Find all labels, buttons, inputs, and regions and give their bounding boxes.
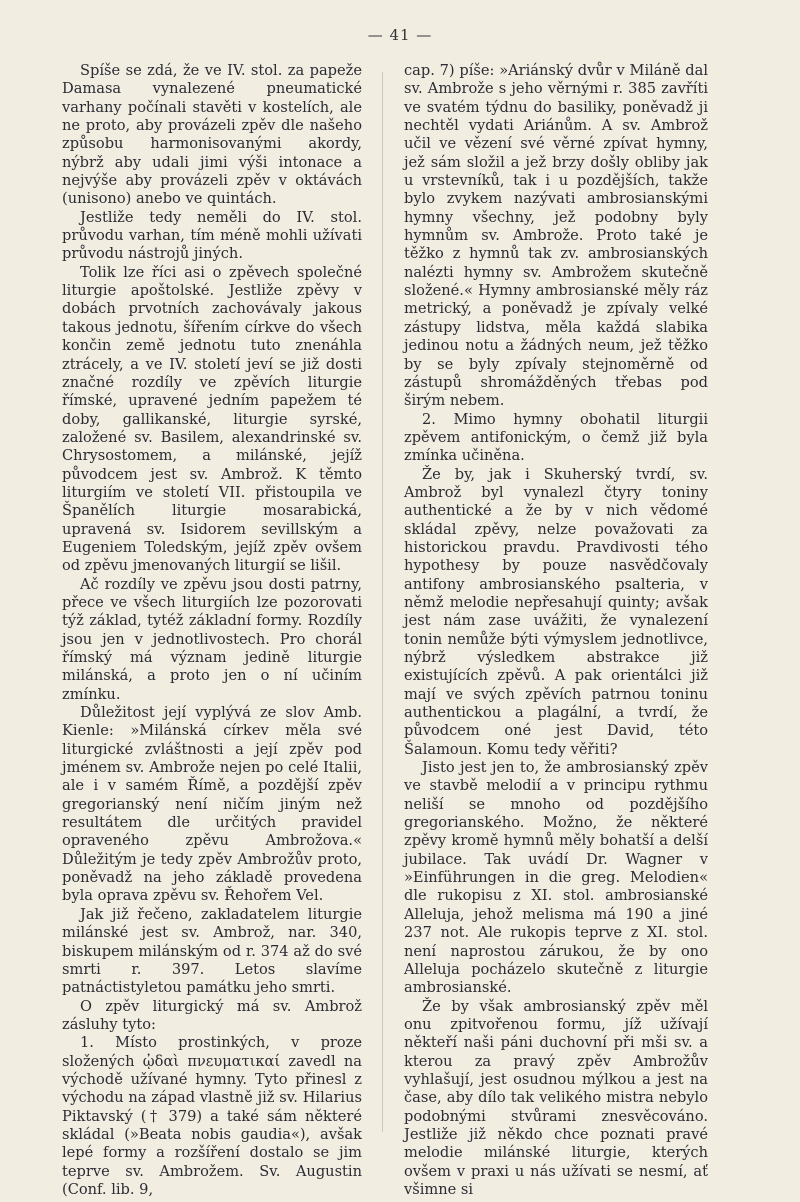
paragraph: 1. Místo prostinkých, v proze složených ᾠδαὶ πνευματικαί zavedl na východě užívané hymny. Tyto přinesl z východu na západ vlastně již sv. Hilarius Piktavský († 379) a také sám některé skládal (»Beata nobis gaudia«), avšak lepé formy a rozšíření dostalo se jim teprve sv. Ambrožem. Sv. Augustin (Conf. lib. 9, bbox=[62, 1034, 362, 1198]
paragraph: Jak již řečeno, zakladatelem liturgie milánské jest sv. Ambrož, nar. 340, biskupem milánským od r. 374 až do své smrti r. 397. Letos slavíme patnáctistyletou památku jeho smrti. bbox=[62, 905, 362, 997]
paragraph: Že by však ambrosianský zpěv měl onu zpitvořenou formu, jíž užívají někteří naši páni duchovní při mši sv. a kterou za pravý zpěv Ambrožův vyhlašují, jest osudnou mýlkou a jest na čase, aby dílo tak velikého mistra nebylo podobnými stvůrami znesvěcováno. Jestliže již někdo chce poznati pravé melodie milánské liturgie, kterých ovšem v praxi u nás užívati se nesmí, ať všimne si bbox=[404, 997, 708, 1198]
paragraph-continued: cap. 7) píše: »Ariánský dvůr v Miláně dal sv. Ambrože s jeho věrnými r. 385 zavříti ve svatém týdnu do basiliky, poněvadž ji nechtěl vydati Ariánům. A sv. Ambrož učil ve vězení své věrné zpívat hymny, jež sám složil a jež brzy došly obliby jak u vrstevníků, tak i u pozdějších, takže bylo zvykem nazývati ambrosianskými hymny všechny, jež podobny byly hymnům sv. Ambrože. Proto také je těžko z hymnů tak zv. ambrosianských nalézti hymny sv. Ambrožem skutečně složené.« Hymny ambrosianské měly ráz metrický, a poněvadž je zpívaly velké zástupy lidstva, měla každá slabika jedinou notu a žádných neum, jež těžko by se byly zpívaly stejnoměrně od zástupů shromážděných třebas pod širým nebem. bbox=[404, 62, 708, 410]
paragraph: Jestliže tedy neměli do IV. stol. průvodu varhan, tím méně mohli užívati průvodu nástrojů jiných. bbox=[62, 208, 362, 263]
page-number: — 41 — bbox=[367, 26, 433, 44]
paragraph: Spíše se zdá, že ve IV. stol. za papeže Damasa vynalezené pneumatické varhany počínali stavěti v kostelích, ale ne proto, aby provázeli zpěv dle našeho způsobu harmonisovanými akordy, nýbrž aby udali jimi výši intonace a nejvýše aby provázeli zpěv v oktávách (unisono) anebo ve quintách. bbox=[62, 62, 362, 208]
paragraph: Jisto jest jen to, že ambrosianský zpěv ve stavbě melodií a v principu rythmu neliší se mnoho od pozdějšího gregorianského. Možno, že některé zpěvy kromě hymnů měly bohatší a delší jubilace. Tak uvádí Dr. Wagner v »Einführungen in die greg. Melodien« dle rukopisu z XI. stol. ambrosianské Alleluja, jehož melisma má 190 a jiné 237 not. Ale rukopis teprve z XI. stol. není naprostou zárukou, že by ono Alleluja pocházelo skutečně z liturgie ambrosianské. bbox=[404, 759, 708, 997]
paragraph: 2. Mimo hymny obohatil liturgii zpěvem antifonickým, o čemž již byla zmínka učiněna. bbox=[404, 410, 708, 465]
paragraph: O zpěv liturgický má sv. Ambrož zásluhy tyto: bbox=[62, 997, 362, 1033]
right-column bbox=[404, 62, 708, 1198]
column-divider bbox=[382, 72, 383, 1132]
paragraph: Že by, jak i Skuherský tvrdí, sv. Ambrož byl vynalezl čtyry toniny authentické a že by v nich vědomé skládal zpěvy, nelze považovati za historickou pravdu. Pravdivosti tého hypothesy by pouze nasvědčovaly antifony ambrosianského psalteria, v němž melodie nepřesahují quinty; avšak jest nám zase uvážiti, že vynalezení tonin nemůže býti výmyslem jednotlivce, nýbrž výsledkem abstrakce již existujících zpěvů. A pak orientálci již mají ve svých zpěvích patrnou toninu authentickou a plagální, a tvrdí, že původcem oné jest David, této Šalamoun. Komu tedy věřiti? bbox=[404, 465, 708, 758]
left-column bbox=[62, 62, 362, 1198]
paragraph: Důležitost její vyplývá ze slov Amb. Kienle: »Milánská církev měla své liturgické zvláštnosti a její zpěv pod jménem sv. Ambrože nejen po celé Italii, ale i v samém Římě, a pozdější zpěv gregorianský není ničím jiným než resultátem dle určitých pravidel opraveného zpěvu Ambrožova.« Důležitým je tedy zpěv Ambrožův proto, poněvadž na jeho základě provedena byla oprava zpěvu sv. Řehořem Vel. bbox=[62, 704, 362, 905]
paragraph: Tolik lze říci asi o zpěvech společné liturgie apoštolské. Jestliže zpěvy v dobách prvotních zachovávaly jakous takous jednotu, šířením církve do všech končin země jednotu tuto znenáhla ztrácely, a ve IV. století jeví se již dosti značné rozdíly ve zpěvích liturgie římské, upravené jedním papežem té doby, gallikanské, liturgie syrské, založené sv. Basilem, alexandrinské sv. Chrysostomem, a milánské, jejíž původcem jest sv. Ambrož. K těmto liturgiím ve století VII. přistoupila ve Španělích liturgie mosarabická, upravená sv. Isidorem sevillským a Eugeniem Toledským, jejíž zpěv ovšem od zpěvu jmenovaných liturgií se lišil. bbox=[62, 263, 362, 575]
paragraph: Ač rozdíly ve zpěvu jsou dosti patrny, přece ve všech liturgiích lze pozorovati týž základ, tytéž základní formy. Rozdíly jsou jen v jednotlivostech. Pro chorál římský má význam jedině liturgie milánská, a proto jen o ní učiním zmínku. bbox=[62, 575, 362, 703]
